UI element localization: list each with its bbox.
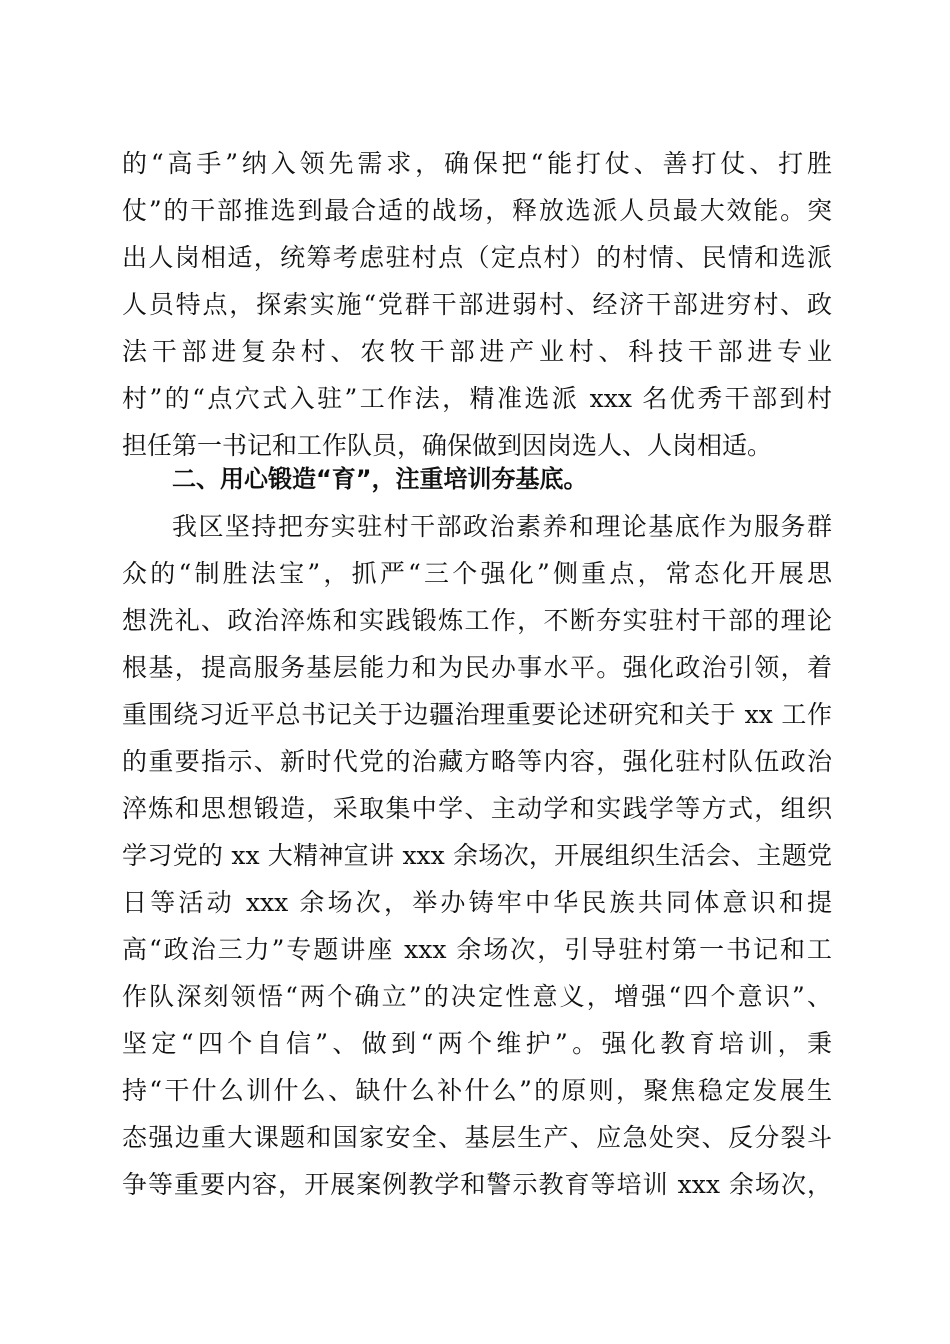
paragraph-2-line: 想洗礼、政治淬炼和实践锻炼工作，不断夯实驻村干部的理论 [122, 606, 832, 635]
paragraph-2-line: 众的“制胜法宝”，抓严“三个强化”侧重点，常态化开展思 [122, 559, 832, 588]
paragraph-2-line: 日等活动 xxx 余场次，举办铸牢中华民族共同体意识和提 [122, 888, 832, 917]
paragraph-2-line: 重围绕习近平总书记关于边疆治理重要论述研究和关于 xx 工作 [122, 700, 832, 729]
paragraph-2-line: 态强边重大课题和国家安全、基层生产、应急处突、反分裂斗 [122, 1123, 832, 1152]
paragraph-1 [122, 140, 832, 469]
paragraph-2-line: 的重要指示、新时代党的治藏方略等内容，强化驻村队伍政治 [122, 747, 832, 776]
paragraph-2 [122, 503, 832, 1208]
paragraph-2-line: 高“政治三力”专题讲座 xxx 余场次，引导驻村第一书记和工 [122, 935, 832, 964]
paragraph-1-line: 村”的“点穴式入驻”工作法，精准选派 xxx 名优秀干部到村 [122, 384, 832, 413]
section-heading: 二、用心锻造“育”，注重培训夯基底。 [172, 465, 588, 493]
paragraph-2-line: 淬炼和思想锻造，采取集中学、主动学和实践学等方式，组织 [122, 794, 832, 823]
paragraph-1-line: 人员特点，探索实施“党群干部进弱村、经济干部进穷村、政 [122, 290, 832, 319]
paragraph-2-line: 争等重要内容，开展案例教学和警示教育等培训 xxx 余场次， [122, 1170, 832, 1199]
paragraph-2-line: 坚定“四个自信”、做到“两个维护”。强化教育培训，秉 [122, 1029, 832, 1058]
paragraph-2-line: 作队深刻领悟“两个确立”的决定性意义，增强“四个意识”、 [122, 982, 832, 1011]
section-heading-block [122, 456, 832, 503]
paragraph-2-line: 学习党的 xx 大精神宣讲 xxx 余场次，开展组织生活会、主题党 [122, 841, 832, 870]
paragraph-2-line: 持“干什么训什么、缺什么补什么”的原则，聚焦稳定发展生 [122, 1076, 832, 1105]
paragraph-1-line: 法干部进复杂村、农牧干部进产业村、科技干部进专业 [122, 337, 832, 366]
paragraph-1-line: 仗”的干部推选到最合适的战场，释放选派人员最大效能。突 [122, 196, 832, 225]
paragraph-1-line: 担任第一书记和工作队员，确保做到因岗选人、人岗相适。 [122, 431, 773, 460]
paragraph-2-line: 我区坚持把夯实驻村干部政治素养和理论基底作为服务群 [172, 512, 832, 541]
paragraph-1-line: 出人岗相适，统筹考虑驻村点（定点村）的村情、民情和选派 [122, 243, 832, 272]
paragraph-1-line: 的“高手”纳入领先需求，确保把“能打仗、善打仗、打胜 [122, 149, 832, 178]
paragraph-2-line: 根基，提高服务基层能力和为民办事水平。强化政治引领，着 [122, 653, 832, 682]
